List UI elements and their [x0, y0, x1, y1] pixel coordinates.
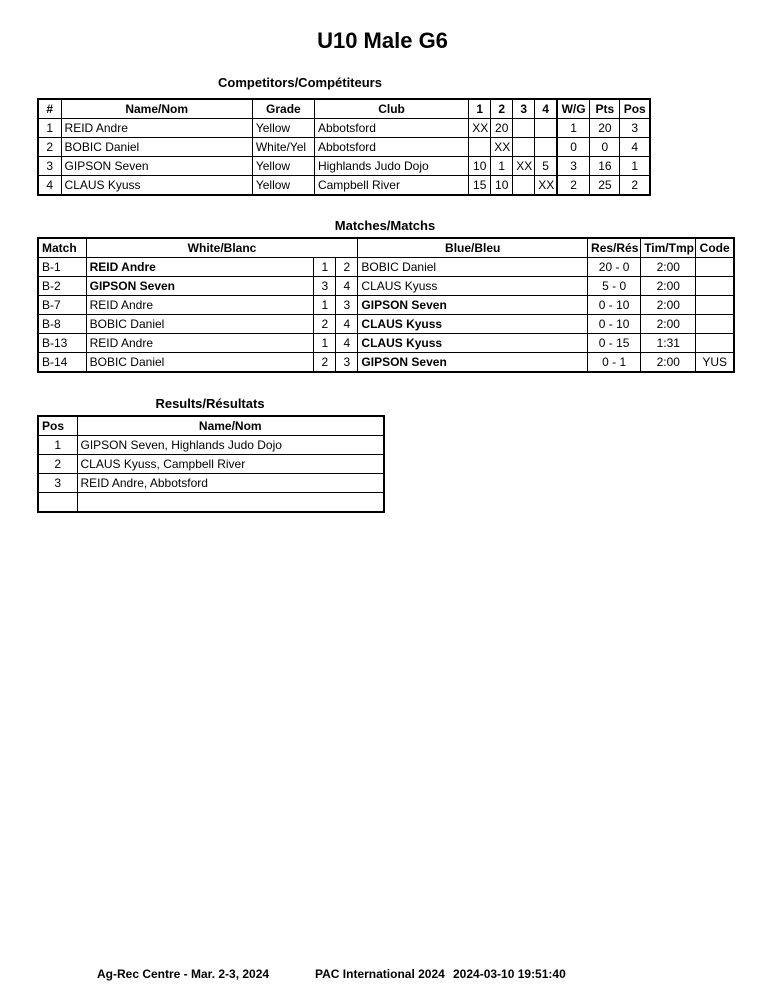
- col-white: White/Blanc: [86, 238, 358, 258]
- competitor-wins: 0: [557, 138, 590, 157]
- footer-venue: Ag-Rec Centre - Mar. 2-3, 2024: [97, 967, 270, 981]
- result-position: 2: [38, 455, 77, 474]
- col-match: Match: [38, 238, 86, 258]
- blue-number: 4: [336, 315, 358, 334]
- round-score-3: [513, 176, 535, 196]
- competitor-grade: Yellow: [252, 157, 314, 176]
- blue-competitor: CLAUS Kyuss: [358, 334, 588, 353]
- table-row: [38, 436, 384, 455]
- white-competitor: REID Andre: [86, 296, 314, 315]
- competitor-wins: 1: [557, 119, 590, 138]
- col-blue: Blue/Bleu: [358, 238, 588, 258]
- match-result: 0 - 10: [588, 296, 641, 315]
- table-row: [38, 138, 650, 157]
- match-id: B-8: [38, 315, 86, 334]
- col-pos: Pos: [38, 416, 77, 436]
- competitor-name: CLAUS Kyuss: [61, 176, 252, 196]
- table-row: [38, 296, 734, 315]
- match-result: 0 - 1: [588, 353, 641, 373]
- blue-number: 3: [336, 353, 358, 373]
- blue-number: 3: [336, 296, 358, 315]
- white-number: 1: [314, 334, 336, 353]
- match-code: [696, 315, 734, 334]
- result-name: REID Andre, Abbotsford: [77, 474, 384, 493]
- col-time: Tim/Tmp: [641, 238, 696, 258]
- table-row: [38, 353, 734, 373]
- col-num: #: [38, 99, 61, 119]
- match-result: 0 - 15: [588, 334, 641, 353]
- competitor-club: Highlands Judo Dojo: [314, 157, 468, 176]
- round-score-4: 5: [535, 157, 557, 176]
- col-pos: Pos: [620, 99, 650, 119]
- white-competitor: BOBIC Daniel: [86, 315, 314, 334]
- white-competitor: BOBIC Daniel: [86, 353, 314, 373]
- competitor-number: 3: [38, 157, 61, 176]
- competitor-position: 1: [620, 157, 650, 176]
- competitor-grade: Yellow: [252, 119, 314, 138]
- white-competitor: REID Andre: [86, 258, 314, 277]
- table-row: [38, 119, 650, 138]
- match-code: [696, 334, 734, 353]
- footer-timestamp: 2024-03-10 19:51:40: [453, 967, 566, 981]
- blue-number: 2: [336, 258, 358, 277]
- table-row: [38, 493, 384, 513]
- round-score-1: 15: [469, 176, 491, 196]
- round-score-3: [513, 138, 535, 157]
- round-score-2: 10: [491, 176, 513, 196]
- col-code: Code: [696, 238, 734, 258]
- blue-competitor: CLAUS Kyuss: [358, 315, 588, 334]
- match-result: 5 - 0: [588, 277, 641, 296]
- result-name: [77, 493, 384, 513]
- matches-header-row: [38, 238, 734, 258]
- result-position: 1: [38, 436, 77, 455]
- competitor-club: Abbotsford: [314, 138, 468, 157]
- table-row: [38, 474, 384, 493]
- competitor-position: 4: [620, 138, 650, 157]
- blue-number: 4: [336, 334, 358, 353]
- match-id: B-2: [38, 277, 86, 296]
- competitor-grade: Yellow: [252, 176, 314, 196]
- table-row: [38, 455, 384, 474]
- table-row: [38, 176, 650, 196]
- round-score-2: 20: [491, 119, 513, 138]
- white-number: 2: [314, 353, 336, 373]
- competitor-number: 4: [38, 176, 61, 196]
- match-result: 0 - 10: [588, 315, 641, 334]
- result-name: GIPSON Seven, Highlands Judo Dojo: [77, 436, 384, 455]
- round-score-1: [469, 138, 491, 157]
- results-table: [37, 415, 385, 513]
- matches-table: [37, 237, 735, 373]
- results-header-row: [38, 416, 384, 436]
- competitor-number: 2: [38, 138, 61, 157]
- match-time: 2:00: [641, 315, 696, 334]
- white-number: 1: [314, 296, 336, 315]
- col-r2: 2: [491, 99, 513, 119]
- white-number: 1: [314, 258, 336, 277]
- match-time: 2:00: [641, 258, 696, 277]
- round-score-2: XX: [491, 138, 513, 157]
- competitor-points: 25: [590, 176, 620, 196]
- competitors-heading: Competitors/Compétiteurs: [218, 75, 382, 90]
- competitor-number: 1: [38, 119, 61, 138]
- round-score-2: 1: [491, 157, 513, 176]
- col-club: Club: [314, 99, 468, 119]
- round-score-3: XX: [513, 157, 535, 176]
- table-row: [38, 277, 734, 296]
- round-score-3: [513, 119, 535, 138]
- match-time: 2:00: [641, 277, 696, 296]
- competitor-name: GIPSON Seven: [61, 157, 252, 176]
- round-score-4: [535, 138, 557, 157]
- competitors-header-row: [38, 99, 650, 119]
- col-r3: 3: [513, 99, 535, 119]
- blue-competitor: GIPSON Seven: [358, 296, 588, 315]
- match-time: 1:31: [641, 334, 696, 353]
- round-score-4: [535, 119, 557, 138]
- blue-competitor: CLAUS Kyuss: [358, 277, 588, 296]
- match-id: B-7: [38, 296, 86, 315]
- result-position: 3: [38, 474, 77, 493]
- match-id: B-14: [38, 353, 86, 373]
- round-score-1: XX: [469, 119, 491, 138]
- result-position: [38, 493, 77, 513]
- competitor-wins: 2: [557, 176, 590, 196]
- result-name: CLAUS Kyuss, Campbell River: [77, 455, 384, 474]
- blue-competitor: GIPSON Seven: [358, 353, 588, 373]
- competitor-points: 16: [590, 157, 620, 176]
- page-title: U10 Male G6: [317, 28, 448, 53]
- competitor-name: REID Andre: [61, 119, 252, 138]
- competitor-grade: White/Yel: [252, 138, 314, 157]
- footer-event: PAC International 2024: [315, 967, 445, 981]
- col-wg: W/G: [557, 99, 590, 119]
- blue-number: 4: [336, 277, 358, 296]
- matches-heading: Matches/Matchs: [334, 218, 436, 233]
- blue-competitor: BOBIC Daniel: [358, 258, 588, 277]
- match-code: [696, 258, 734, 277]
- col-name: Name/Nom: [77, 416, 384, 436]
- competitor-club: Abbotsford: [314, 119, 468, 138]
- white-competitor: REID Andre: [86, 334, 314, 353]
- competitor-position: 3: [620, 119, 650, 138]
- match-id: B-1: [38, 258, 86, 277]
- white-number: 3: [314, 277, 336, 296]
- competitors-table: [37, 98, 651, 196]
- col-r4: 4: [535, 99, 557, 119]
- results-heading: Results/Résultats: [155, 396, 265, 411]
- col-grade: Grade: [252, 99, 314, 119]
- round-score-4: XX: [535, 176, 557, 196]
- table-row: [38, 315, 734, 334]
- match-code: [696, 277, 734, 296]
- competitor-name: BOBIC Daniel: [61, 138, 252, 157]
- match-time: 2:00: [641, 353, 696, 373]
- table-row: [38, 334, 734, 353]
- table-row: [38, 258, 734, 277]
- competitor-points: 0: [590, 138, 620, 157]
- col-pts: Pts: [590, 99, 620, 119]
- competitor-position: 2: [620, 176, 650, 196]
- match-id: B-13: [38, 334, 86, 353]
- match-time: 2:00: [641, 296, 696, 315]
- match-code: YUS: [696, 353, 734, 373]
- competitor-points: 20: [590, 119, 620, 138]
- competitor-club: Campbell River: [314, 176, 468, 196]
- white-competitor: GIPSON Seven: [86, 277, 314, 296]
- col-r1: 1: [469, 99, 491, 119]
- col-res: Res/Rés: [588, 238, 641, 258]
- match-code: [696, 296, 734, 315]
- table-row: [38, 157, 650, 176]
- round-score-1: 10: [469, 157, 491, 176]
- col-name: Name/Nom: [61, 99, 252, 119]
- match-result: 20 - 0: [588, 258, 641, 277]
- competitor-wins: 3: [557, 157, 590, 176]
- white-number: 2: [314, 315, 336, 334]
